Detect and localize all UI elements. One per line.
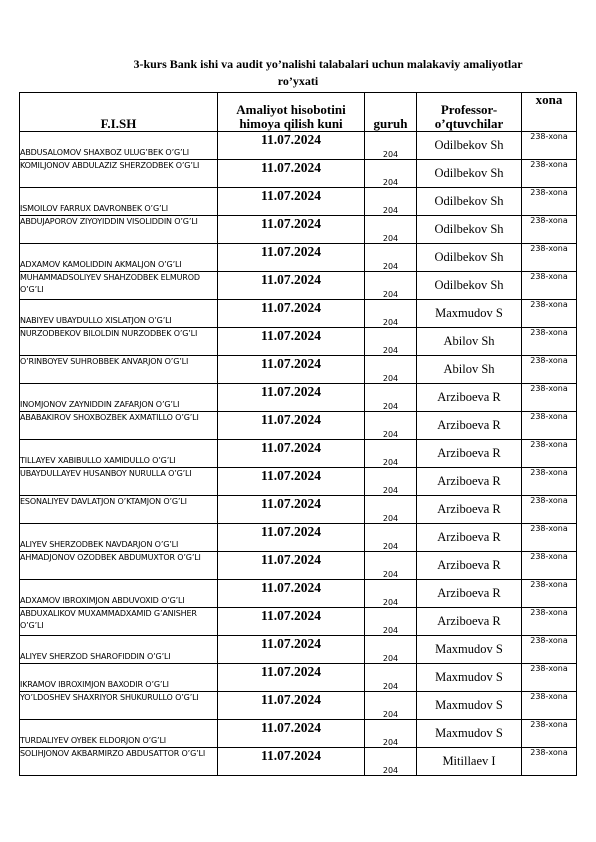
- professor-cell: Arziboeva R: [417, 412, 522, 440]
- room-cell: 238-xona: [522, 496, 577, 524]
- header-date-line-1: Amaliyot hisobotini: [236, 102, 346, 117]
- room-cell: 238-xona: [522, 356, 577, 384]
- table-row: [20, 216, 577, 244]
- table-row: [20, 188, 577, 216]
- group-cell: 204: [365, 160, 417, 188]
- defense-date-cell: 11.07.2024: [218, 496, 365, 524]
- student-name-cell: IKRAMOV IBROXIMJON BAXODIR O’G’LI: [20, 664, 218, 692]
- room-cell: 238-xona: [522, 188, 577, 216]
- professor-cell: Odilbekov Sh: [417, 160, 522, 188]
- group-cell: 204: [365, 720, 417, 748]
- table-row: [20, 496, 577, 524]
- room-cell: 238-xona: [522, 692, 577, 720]
- professor-cell: Mitillaev I: [417, 748, 522, 776]
- group-cell: 204: [365, 524, 417, 552]
- professor-cell: Arziboeva R: [417, 468, 522, 496]
- student-name-cell: NURZODBEKOV BILOLDIN NURZODBEK O’G’LI: [20, 328, 218, 356]
- header-date-line-2: himoya qilish kuni: [239, 116, 343, 131]
- table-row: [20, 468, 577, 496]
- defense-date-cell: 11.07.2024: [218, 524, 365, 552]
- professor-cell: Odilbekov Sh: [417, 132, 522, 160]
- student-name-cell: ABABAKIROV SHOXBOZBEK AXMATILLO O’G’LI: [20, 412, 218, 440]
- group-cell: 204: [365, 664, 417, 692]
- professor-cell: Abilov Sh: [417, 328, 522, 356]
- student-name-cell: NABIYEV UBAYDULLO XISLATJON O’G’LI: [20, 300, 218, 328]
- defense-date-cell: 11.07.2024: [218, 664, 365, 692]
- defense-date-cell: 11.07.2024: [218, 692, 365, 720]
- group-cell: 204: [365, 636, 417, 664]
- defense-date-cell: 11.07.2024: [218, 440, 365, 468]
- group-cell: 204: [365, 580, 417, 608]
- student-name-cell: KOMILJONOV ABDULAZIZ SHERZODBEK O’G’LI: [20, 160, 218, 188]
- table-row: [20, 748, 577, 776]
- group-cell: 204: [365, 496, 417, 524]
- defense-date-cell: 11.07.2024: [218, 720, 365, 748]
- room-cell: 238-xona: [522, 300, 577, 328]
- table-row: [20, 244, 577, 272]
- group-cell: 204: [365, 328, 417, 356]
- table-row: [20, 524, 577, 552]
- group-cell: 204: [365, 748, 417, 776]
- group-cell: 204: [365, 552, 417, 580]
- room-cell: 238-xona: [522, 468, 577, 496]
- defense-date-cell: 11.07.2024: [218, 356, 365, 384]
- table-row: [20, 720, 577, 748]
- professor-cell: Odilbekov Sh: [417, 272, 522, 300]
- header-fish: F.I.SH: [20, 93, 218, 132]
- student-name-cell: ABDUJAPOROV ZIYOYIDDIN VISOLIDDIN O’G’LI: [20, 216, 218, 244]
- room-cell: 238-xona: [522, 748, 577, 776]
- defense-date-cell: 11.07.2024: [218, 384, 365, 412]
- group-cell: 204: [365, 468, 417, 496]
- table-row: [20, 580, 577, 608]
- defense-date-cell: 11.07.2024: [218, 580, 365, 608]
- student-name-cell: UBAYDULLAYEV HUSANBOY NURULLA O’G’LI: [20, 468, 218, 496]
- group-cell: 204: [365, 188, 417, 216]
- group-cell: 204: [365, 440, 417, 468]
- professor-cell: Odilbekov Sh: [417, 216, 522, 244]
- header-room: xona: [522, 93, 577, 132]
- defense-date-cell: 11.07.2024: [218, 636, 365, 664]
- table-row: [20, 440, 577, 468]
- defense-date-cell: 11.07.2024: [218, 552, 365, 580]
- professor-cell: Arziboeva R: [417, 552, 522, 580]
- defense-date-cell: 11.07.2024: [218, 132, 365, 160]
- title-line-1: 3-kurs Bank ishi va audit yo’nalishi talabalari uchun malakaviy amaliyotlar: [133, 57, 523, 71]
- table-row: [20, 300, 577, 328]
- professor-cell: Maxmudov S: [417, 636, 522, 664]
- table-row: [20, 552, 577, 580]
- room-cell: 238-xona: [522, 244, 577, 272]
- table-row: [20, 328, 577, 356]
- professor-cell: Arziboeva R: [417, 384, 522, 412]
- document-title: [20, 56, 576, 90]
- group-cell: 204: [365, 608, 417, 636]
- professor-cell: Maxmudov S: [417, 692, 522, 720]
- group-cell: 204: [365, 272, 417, 300]
- professor-cell: Arziboeva R: [417, 440, 522, 468]
- header-professor-line-2: o’qtuvchilar: [434, 116, 504, 131]
- defense-date-cell: 11.07.2024: [218, 608, 365, 636]
- professor-cell: Odilbekov Sh: [417, 244, 522, 272]
- room-cell: 238-xona: [522, 272, 577, 300]
- professor-cell: Arziboeva R: [417, 524, 522, 552]
- defense-date-cell: 11.07.2024: [218, 468, 365, 496]
- student-name-cell: INOMJONOV ZAYNIDDIN ZAFARJON O’G’LI: [20, 384, 218, 412]
- room-cell: 238-xona: [522, 160, 577, 188]
- group-cell: 204: [365, 412, 417, 440]
- table-row: [20, 384, 577, 412]
- group-cell: 204: [365, 132, 417, 160]
- room-cell: 238-xona: [522, 580, 577, 608]
- student-name-cell: MUHAMMADSOLIYEV SHAHZODBEK ELMUROD O’G’LI: [20, 272, 218, 300]
- professor-cell: Maxmudov S: [417, 664, 522, 692]
- student-name-cell: ISMOILOV FARRUX DAVRONBEK O’G’LI: [20, 188, 218, 216]
- group-cell: 204: [365, 356, 417, 384]
- defense-date-cell: 11.07.2024: [218, 328, 365, 356]
- table-row: [20, 636, 577, 664]
- student-name-cell: O’RINBOYEV SUHROBBEK ANVARJON O’G’LI: [20, 356, 218, 384]
- student-name-cell: TURDALIYEV OYBEK ELDORJON O’G’LI: [20, 720, 218, 748]
- header-professor: [417, 93, 522, 132]
- room-cell: 238-xona: [522, 440, 577, 468]
- table-row: [20, 412, 577, 440]
- group-cell: 204: [365, 300, 417, 328]
- room-cell: 238-xona: [522, 132, 577, 160]
- title-line-2: ro’yxati: [277, 74, 319, 88]
- group-cell: 204: [365, 384, 417, 412]
- defense-date-cell: 11.07.2024: [218, 412, 365, 440]
- group-cell: 204: [365, 244, 417, 272]
- table-header-row: [20, 93, 577, 132]
- professor-cell: Maxmudov S: [417, 300, 522, 328]
- room-cell: 238-xona: [522, 636, 577, 664]
- defense-date-cell: 11.07.2024: [218, 748, 365, 776]
- defense-date-cell: 11.07.2024: [218, 216, 365, 244]
- professor-cell: Arziboeva R: [417, 608, 522, 636]
- table-row: [20, 160, 577, 188]
- student-name-cell: ADXAMOV KAMOLIDDIN AKMALJON O’G’LI: [20, 244, 218, 272]
- student-name-cell: ALIYEV SHERZODBEK NAVDARJON O’G’LI: [20, 524, 218, 552]
- defense-date-cell: 11.07.2024: [218, 160, 365, 188]
- student-name-cell: ALIYEV SHERZOD SHAROFIDDIN O’G’LI: [20, 636, 218, 664]
- professor-cell: Odilbekov Sh: [417, 188, 522, 216]
- room-cell: 238-xona: [522, 328, 577, 356]
- defense-date-cell: 11.07.2024: [218, 300, 365, 328]
- room-cell: 238-xona: [522, 216, 577, 244]
- student-roster-table: [19, 92, 577, 776]
- student-name-cell: TILLAYEV XABIBULLO XAMIDULLO O’G’LI: [20, 440, 218, 468]
- table-row: [20, 608, 577, 636]
- group-cell: 204: [365, 692, 417, 720]
- professor-cell: Arziboeva R: [417, 580, 522, 608]
- header-group: guruh: [365, 93, 417, 132]
- room-cell: 238-xona: [522, 384, 577, 412]
- table-row: [20, 356, 577, 384]
- table-row: [20, 664, 577, 692]
- student-name-cell: ADXAMOV IBROXIMJON ABDUVOXID O’G’LI: [20, 580, 218, 608]
- student-name-cell: ABDUXALIKOV MUXAMMADXAMID G’ANISHER O’G’LI: [20, 608, 218, 636]
- header-professor-line-1: Professor-: [440, 102, 498, 117]
- room-cell: 238-xona: [522, 524, 577, 552]
- table-row: [20, 692, 577, 720]
- group-cell: 204: [365, 216, 417, 244]
- student-name-cell: YO’LDOSHEV SHAXRIYOR SHUKURULLO O’G’LI: [20, 692, 218, 720]
- professor-cell: Abilov Sh: [417, 356, 522, 384]
- table-row: [20, 272, 577, 300]
- room-cell: 238-xona: [522, 664, 577, 692]
- defense-date-cell: 11.07.2024: [218, 272, 365, 300]
- defense-date-cell: 11.07.2024: [218, 188, 365, 216]
- table-row: [20, 132, 577, 160]
- table-body: [20, 132, 577, 776]
- room-cell: 238-xona: [522, 608, 577, 636]
- room-cell: 238-xona: [522, 552, 577, 580]
- room-cell: 238-xona: [522, 412, 577, 440]
- professor-cell: Maxmudov S: [417, 720, 522, 748]
- student-name-cell: AHMADJONOV OZODBEK ABDUMUXTOR O’G’LI: [20, 552, 218, 580]
- header-defense-date: [218, 93, 365, 132]
- room-cell: 238-xona: [522, 720, 577, 748]
- student-name-cell: ABDUSALOMOV SHAXBOZ ULUG’BEK O’G’LI: [20, 132, 218, 160]
- defense-date-cell: 11.07.2024: [218, 244, 365, 272]
- student-name-cell: SOLIHJONOV AKBARMIRZO ABDUSATTOR O’G’LI: [20, 748, 218, 776]
- professor-cell: Arziboeva R: [417, 496, 522, 524]
- student-name-cell: ESONALIYEV DAVLATJON O’KTAMJON O’G’LI: [20, 496, 218, 524]
